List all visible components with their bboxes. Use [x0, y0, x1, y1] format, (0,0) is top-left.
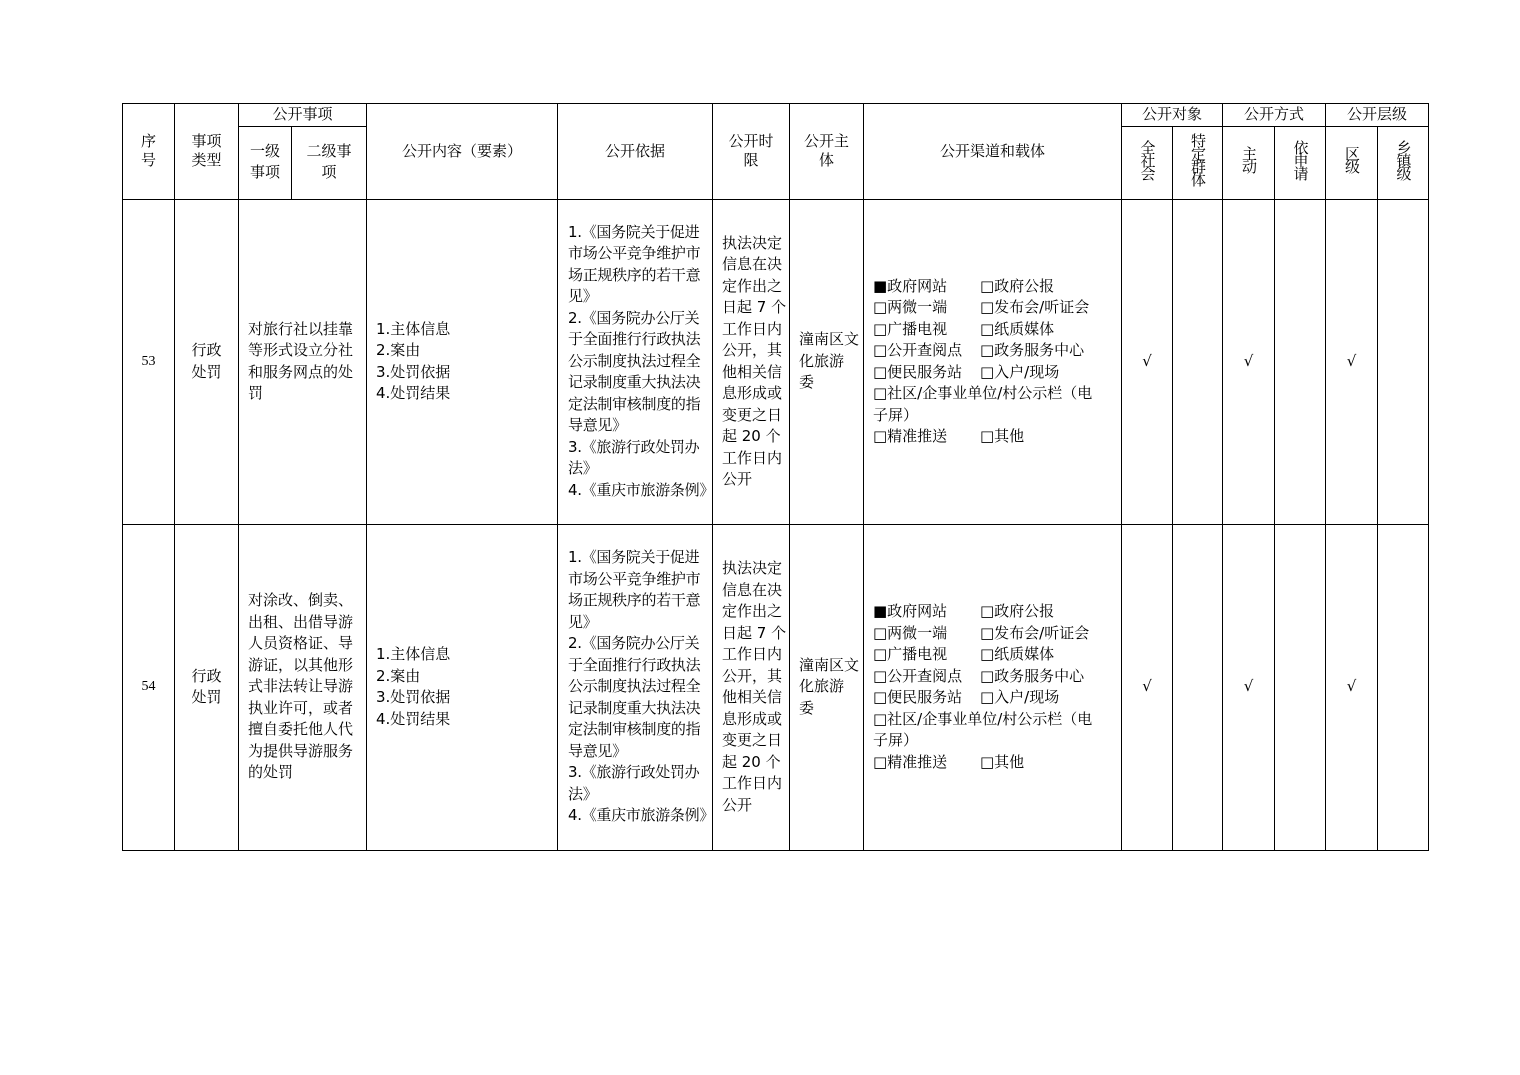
row-content [367, 524, 558, 850]
row-type: 行政处罚 [175, 524, 239, 850]
row-basis [558, 524, 713, 850]
check-level-town [1378, 199, 1429, 524]
check-level-district: √ [1326, 524, 1378, 850]
content-line: 3.处罚依据 [376, 362, 451, 381]
row-channels [864, 524, 1122, 850]
check-method-apply [1275, 199, 1326, 524]
check-level-town [1378, 524, 1429, 850]
header-target-all: 全社会 [1122, 126, 1173, 199]
check-target-all: √ [1122, 524, 1173, 850]
header-target-specific: 特定群体 [1173, 126, 1223, 199]
channel-option: □其他 [980, 427, 1025, 445]
channel-option: □政务服务中心 [980, 666, 1085, 685]
row-content [367, 199, 558, 524]
header-level-town: 乡镇级 [1378, 126, 1429, 199]
channel-option: □精准推送 [873, 427, 948, 445]
header-basis: 公开依据 [558, 104, 713, 200]
basis-line: 1.《国务院关于促进市场公平竞争维护市场正规秩序的若干意见》 [568, 222, 701, 306]
basis-line: 2.《国务院办公厅关于全面推行行政执法公示制度执法过程全记录制度重大执法决定法制审核制度的指导意见》 [568, 308, 701, 435]
channel-option: □公开查阅点 [873, 341, 963, 359]
check-method-active: √ [1223, 524, 1275, 850]
header-content: 公开内容（要素） [367, 104, 558, 200]
table-row [123, 524, 1429, 850]
channel-option: □纸质媒体 [980, 319, 1055, 338]
check-target-specific [1173, 524, 1223, 850]
row-subject: 潼南区文化旅游 委 [790, 524, 864, 850]
content-line: 2.案由 [376, 341, 421, 359]
channel-option: □广播电视 [873, 645, 948, 663]
row-subject: 潼南区文化旅游 委 [790, 199, 864, 524]
header-method-active: 主动 [1223, 126, 1275, 199]
channel-option: ■政府网站 [873, 276, 948, 295]
header-level2: 二级事项 [292, 126, 367, 199]
header-time-limit: 公开时限 [713, 104, 790, 200]
row-item: 对涂改、倒卖、出租、出借导游人员资格证、导游证，以其他形式非法转让导游执业许可，或者擅自委托他人代为提供导游服务的处罚 [239, 524, 367, 850]
disclosure-table [122, 103, 1429, 851]
header-level-district: 区级 [1326, 126, 1378, 199]
content-line: 1.主体信息 [376, 319, 451, 338]
header-level-group: 公开层级 [1326, 104, 1429, 127]
basis-line: 3.《旅游行政处罚办法》 [568, 437, 700, 478]
header-level1: 一级事项 [239, 126, 292, 199]
basis-line: 4.《重庆市旅游条例》 [568, 806, 715, 825]
channel-option: □便民服务站 [873, 362, 963, 381]
header-method-group: 公开方式 [1223, 104, 1326, 127]
channel-option: □入户/现场 [980, 688, 1060, 706]
channel-option: □两微一端 [873, 298, 948, 316]
header-subject: 公开主体 [790, 104, 864, 200]
channel-option: □入户/现场 [980, 362, 1060, 381]
basis-line: 1.《国务院关于促进市场公平竞争维护市场正规秩序的若干意见》 [568, 548, 701, 631]
header-items-group: 公开事项 [239, 104, 367, 127]
channel-option: □政府公报 [980, 276, 1055, 295]
row-time-limit: 执法决定信息在决定作出之日起 7 个工作日内公开，其他相关信息形成或变更之日起 20 个工作日内公开 [713, 199, 790, 524]
content-line: 2.案由 [376, 666, 421, 685]
channel-option: □发布会/听证会 [980, 623, 1090, 642]
channel-option: □社区/企事业单位/村公示栏（电子屏） [873, 384, 1093, 424]
row-seq: 54 [123, 524, 175, 850]
channel-option: □政务服务中心 [980, 341, 1085, 359]
channel-option: ■政府网站 [873, 602, 948, 620]
row-item: 对旅行社以挂靠等形式设立分社和服务网点的处罚 [239, 199, 367, 524]
check-level-district: √ [1326, 199, 1378, 524]
check-method-apply [1275, 524, 1326, 850]
row-type: 行政处罚 [175, 199, 239, 524]
content-line: 4.处罚结果 [376, 709, 451, 728]
row-channels [864, 199, 1122, 524]
basis-line: 2.《国务院办公厅关于全面推行行政执法公示制度执法过程全记录制度重大执法决定法制审核制度的指导意见》 [568, 634, 701, 760]
content-line: 1.主体信息 [376, 645, 451, 663]
basis-line: 4.《重庆市旅游条例》 [568, 480, 715, 499]
basis-line: 3.《旅游行政处罚办法》 [568, 763, 700, 803]
header-type: 事项类型 [175, 104, 239, 200]
channel-option: □公开查阅点 [873, 666, 963, 685]
channel-option: □纸质媒体 [980, 645, 1055, 663]
channel-option: □广播电视 [873, 319, 948, 338]
channel-option: □便民服务站 [873, 688, 963, 706]
row-seq: 53 [123, 199, 175, 524]
channel-option: □政府公报 [980, 602, 1055, 620]
row-time-limit: 执法决定信息在决定作出之日起 7 个工作日内公开，其他相关信息形成或变更之日起 20 个工作日内公开 [713, 524, 790, 850]
channel-option: □社区/企事业单位/村公示栏（电子屏） [873, 709, 1093, 749]
channel-option: □两微一端 [873, 623, 948, 642]
channel-option: □发布会/听证会 [980, 298, 1090, 316]
table-row [123, 199, 1429, 524]
row-basis [558, 199, 713, 524]
check-target-specific [1173, 199, 1223, 524]
check-target-all: √ [1122, 199, 1173, 524]
channel-option: □精准推送 [873, 752, 948, 771]
check-method-active: √ [1223, 199, 1275, 524]
header-channels: 公开渠道和载体 [864, 104, 1122, 200]
header-method-apply: 依申请 [1275, 126, 1326, 199]
content-line: 3.处罚依据 [376, 688, 451, 706]
header-target-group: 公开对象 [1122, 104, 1223, 127]
header-seq: 序号 [123, 104, 175, 200]
content-line: 4.处罚结果 [376, 384, 451, 402]
channel-option: □其他 [980, 752, 1025, 771]
